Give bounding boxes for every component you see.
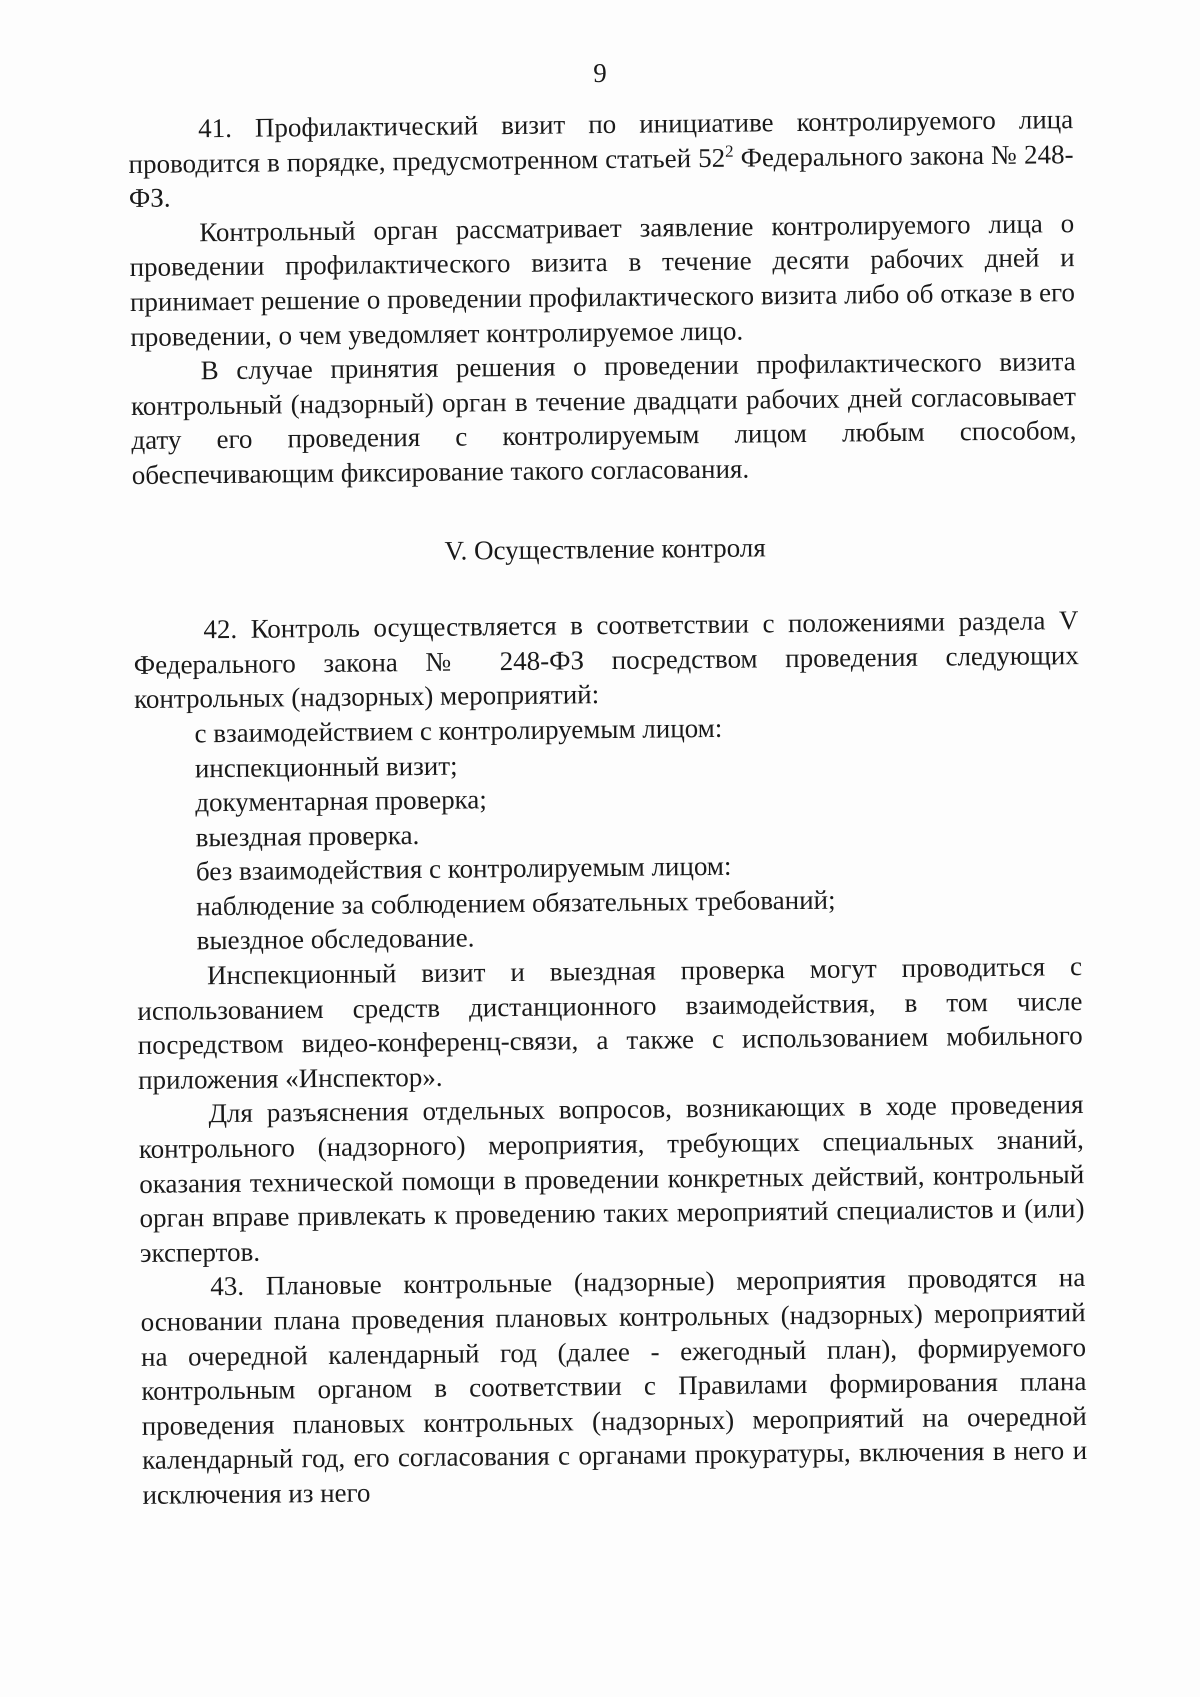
paragraph-41	[128, 102, 1074, 216]
paragraph-41-tail: Федерального закона № 248-ФЗ.	[128, 138, 1074, 214]
superscript-index: 2	[724, 141, 734, 161]
paragraph-42: 42. Контроль осуществляется в соответствии с положениями раздела V Федерального закона № 248-ФЗ посредством проведения следующих контрольных (надзорных) мероприятий:	[133, 605, 1079, 715]
section-heading: V. Осуществление контроля	[444, 531, 766, 566]
paragraph-41-text: 41. Профилактический визит по инициативе контролируемого лица проводится в порядке, предусмотренном статьей 52	[128, 104, 1074, 179]
list-item: без взаимодействия с контролируемым лицом:	[195, 851, 732, 887]
paragraph-41-application-review: Контрольный орган рассматривает заявление контролируемого лица о проведении профилактического визита в течение десяти рабочих дней и принимает решение о проведении профилактического визита либо об отказе в его проведении, о чем уведомляет контролируемое лицо.	[129, 207, 1076, 352]
paragraph-42-remote-interaction: Инспекционный визит и выездная проверка могут проводиться с использованием средств дистанционного взаимодействия, в том числе посредством видео-конференц-связи, а также с использованием мобильного приложения «Инспектор».	[137, 951, 1083, 1095]
document-body	[128, 102, 1088, 1512]
list-item: выездное обследование.	[196, 922, 475, 956]
paragraph-43: 43. Плановые контрольные (надзорные) мероприятия проводятся на основании плана проведения плановых контрольных (надзорных) мероприятий на очередной календарный год (далее - ежегодный план), формируемого контрольным органом в соответствии с Правилами формирования плана проведения плановых контрольных (надзорных) мероприятий на очередной календарный год, его согласования с органами прокуратуры, включения в него и исключения из него	[140, 1262, 1088, 1510]
list-item: инспекционный визит;	[194, 750, 458, 783]
paragraph-41-visit-date: В случае принятия решения о проведении профилактического визита контрольный (надзорный) орган в течение двадцати рабочих дней согласовывает дату его проведения с контролируемым лицом любым способом, обеспечивающим фиксирование такого согласования.	[130, 346, 1077, 490]
list-item: документарная проверка;	[195, 784, 487, 818]
list-item: с взаимодействием с контролируемым лицом:	[194, 712, 723, 749]
page-number: 9	[593, 58, 607, 88]
list-item: выездная проверка.	[195, 819, 420, 853]
list-item: наблюдение за соблюдением обязательных требований;	[196, 884, 836, 922]
paragraph-42-specialists: Для разъяснения отдельных вопросов, возникающих в ходе проведения контрольного (надзорного) мероприятия, требующих специальных знаний, оказания технической помощи в проведении конкретных действий, контрольный орган вправе привлекать к проведению таких мероприятий специалистов и (или) экспертов.	[138, 1089, 1085, 1268]
control-measures-list	[134, 707, 1081, 959]
